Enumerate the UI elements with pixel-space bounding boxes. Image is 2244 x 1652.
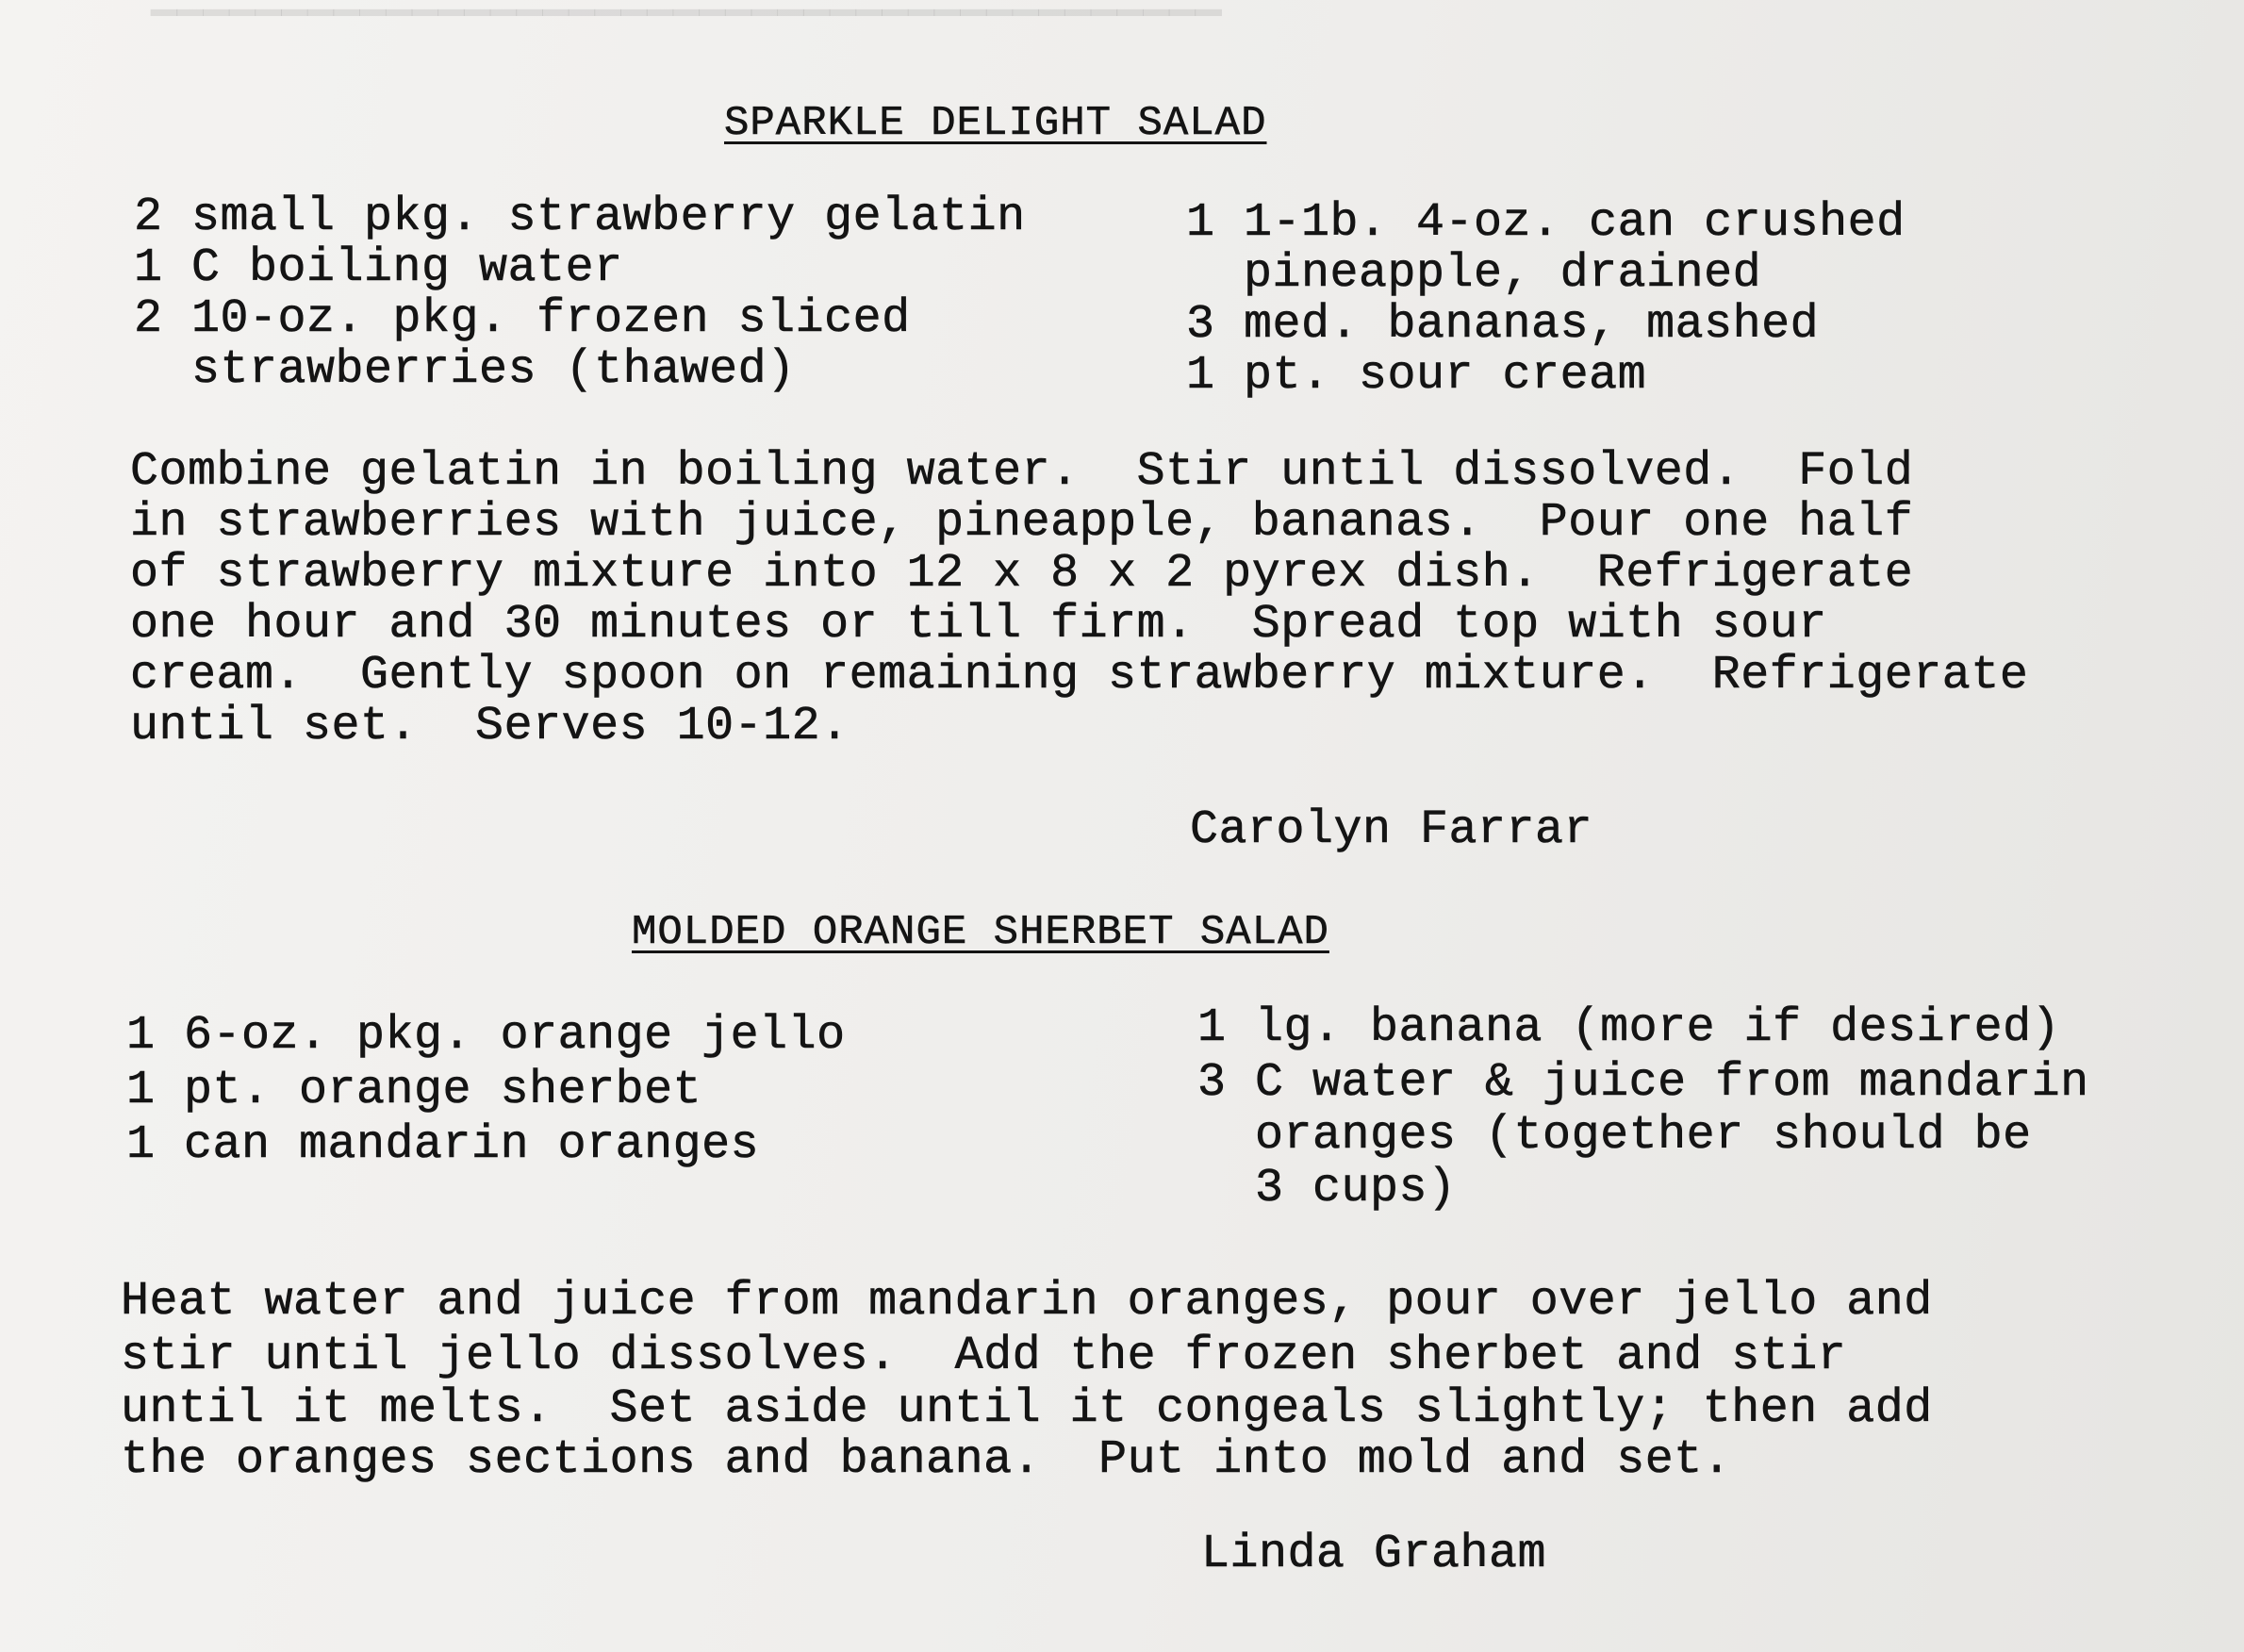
direction-line: Heat water and juice from mandarin oranges, pour over jello and (121, 1275, 1933, 1329)
ingredient-line: oranges (together should be (1197, 1109, 2032, 1163)
recipe-title: SPARKLE DELIGHT SALAD (724, 100, 1267, 147)
ingredient-line: 1 lg. banana (more if desired) (1197, 1001, 2061, 1055)
bleed-through-texture: ▔▔▔▔▔▔▔▔▔▔▔▔▔▔▔▔▔▔▔▔▔▔▔▔▔▔▔▔▔▔▔▔▔▔▔▔▔▔▔▔▔ (151, 14, 1222, 63)
direction-line: the oranges sections and banana. Put into mold and set. (121, 1433, 1732, 1487)
author-name: Carolyn Farrar (1190, 803, 1593, 857)
direction-line: until it melts. Set aside until it congeals slightly; then add (121, 1382, 1933, 1436)
ingredient-line: strawberries (thawed) (134, 343, 796, 397)
direction-line: Combine gelatin in boiling water. Stir until dissolved. Fold (130, 445, 1914, 499)
direction-line: of strawberry mixture into 12 x 8 x 2 pyrex dish. Refrigerate (130, 547, 1914, 601)
ingredient-line: 1 1-1b. 4-oz. can crushed (1186, 196, 1906, 250)
direction-line: stir until jello dissolves. Add the frozen sherbet and stir (121, 1330, 1847, 1383)
ingredient-line: 2 small pkg. strawberry gelatin (134, 190, 1026, 244)
ingredient-line: pineapple, drained (1186, 247, 1762, 301)
direction-line: cream. Gently spoon on remaining strawberry mixture. Refrigerate (130, 649, 2029, 702)
ingredient-line: 2 10-oz. pkg. frozen sliced (134, 292, 911, 346)
direction-line: until set. Serves 10-12. (130, 700, 850, 753)
ingredient-line: 1 pt. orange sherbet (126, 1064, 702, 1117)
direction-line: one hour and 30 minutes or till firm. Spread top with sour (130, 598, 1827, 652)
ingredient-line: 3 med. bananas, mashed (1186, 298, 1820, 352)
direction-line: in strawberries with juice, pineapple, bananas. Pour one half (130, 496, 1914, 550)
author-name: Linda Graham (1201, 1528, 1547, 1581)
ingredient-line: 1 pt. sour cream (1186, 349, 1647, 403)
ingredient-line: 3 cups) (1197, 1162, 1457, 1215)
recipe-title: MOLDED ORANGE SHERBET SALAD (632, 909, 1329, 956)
ingredient-line: 3 C water & juice from mandarin (1197, 1056, 2089, 1110)
ingredient-line: 1 can mandarin oranges (126, 1118, 760, 1172)
ingredient-line: 1 C boiling water (134, 241, 623, 295)
ingredient-line: 1 6-oz. pkg. orange jello (126, 1009, 846, 1063)
